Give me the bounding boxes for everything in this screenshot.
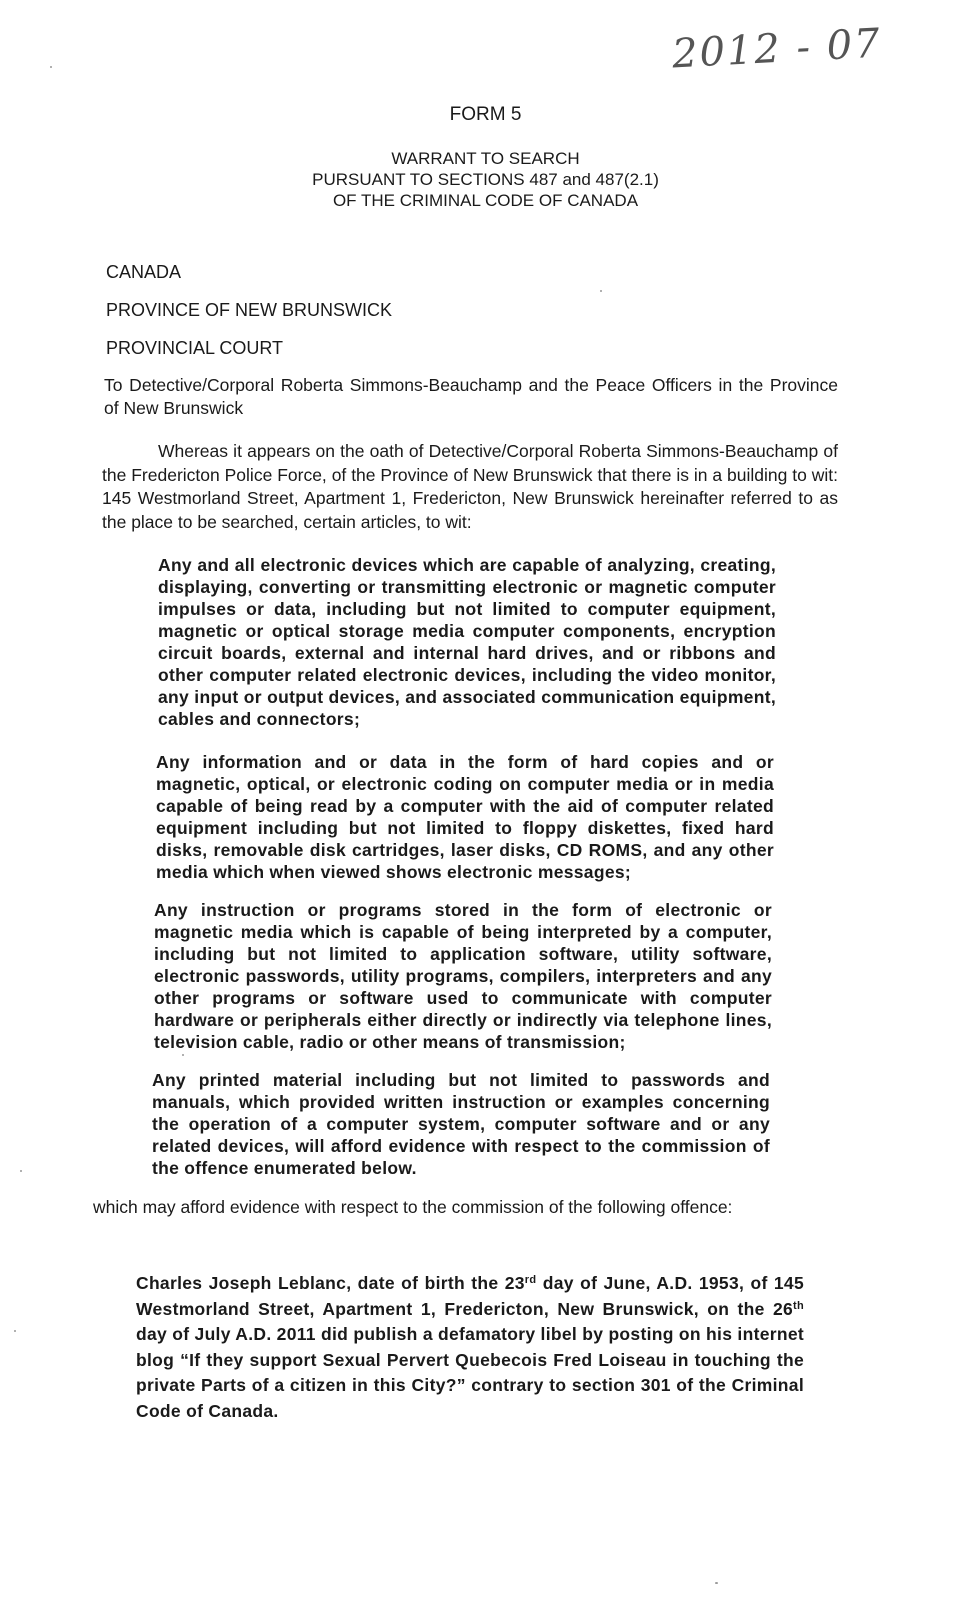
whereas-paragraph: Whereas it appears on the oath of Detective/Corporal Roberta Simmons-Beauchamp of the Fredericton Police Force, of the Province of New Brunswick that there is in a building to wit: 145 Westmorland Street, Apartment 1, Fredericton, New Brunswick hereinafter referred to as the place to be searched, certain articles, to wit: [102, 441, 838, 532]
subtitle-line: PURSUANT TO SECTIONS 487 and 487(2.1) [312, 170, 659, 189]
addressee-paragraph: To Detective/Corporal Roberta Simmons-Beauchamp and the Peace Officers in the Province of New Brunswick [104, 375, 838, 418]
scan-speck [20, 1170, 22, 1172]
ordinal-suffix: rd [524, 1274, 537, 1286]
offence-text: day of June, A.D. 1953, of 145 Westmorland Street, Apartment 1, Fredericton, New Brunswick, on the 26 [136, 1273, 804, 1319]
scan-speck [600, 290, 602, 292]
form-title: FORM 5 [449, 104, 522, 125]
article-paragraph-data: Any information and or data in the form of hard copies and or magnetic, optical, or electronic coding on computer media or in media capable of being read by a computer with the aid of computer related equipment including but not limited to floppy diskettes, fixed hard disks, removable disk cartridges, laser disks, CD ROMS, and any other media which when viewed shows electronic messages; [156, 752, 774, 882]
subtitle-line: WARRANT TO SEARCH [391, 149, 580, 168]
offence-text: Charles Joseph Leblanc, date of birth the 23 [136, 1273, 525, 1293]
scan-speck [14, 1330, 16, 1332]
article-paragraph-devices: Any and all electronic devices which are capable of analyzing, creating, displaying, converting or transmitting electronic or magnetic computer impulses or data, including but not limited to computer equipment, magnetic or optical storage media computer components, encryption circuit boards, external and internal hard drives, and or ribbons and other computer related electronic devices, including the video monitor, any input or output devices, and associated communication equipment, cables and connectors; [158, 555, 776, 729]
ordinal-suffix: th [793, 1299, 804, 1312]
article-paragraph-printed: Any printed material including but not limited to passwords and manuals, which provided written instruction or examples concerning the operation of a computer system, computer software and or any related devices, will afford evidence with respect to the commission of the offence enumerated below. [152, 1070, 770, 1178]
scan-speck [50, 66, 52, 68]
afford-evidence-line: which may afford evidence with respect to the commission of the following offence: [93, 1197, 733, 1217]
offence-text: day of July A.D. 2011 did publish a defamatory libel by posting on his internet blog “If they support Sexual Pervert Quebecois Fred Loiseau in touching the private Parts of a citizen in this City?” contrary to section 301 of the Criminal Code of Canada. [136, 1324, 804, 1421]
subtitle-line: OF THE CRIMINAL CODE OF CANADA [332, 191, 639, 210]
handwritten-file-number: 2012 - 07 [670, 20, 883, 78]
offence-paragraph [136, 1271, 804, 1425]
article-paragraph-programs: Any instruction or programs stored in the form of electronic or magnetic media which is capable of being interpreted by a computer, including but not limited to application software, utility software, electronic passwords, utility programs, compilers, interpreters and any other programs or software used to communicate with computer hardware or peripherals either directly or indirectly via telephone lines, television cable, radio or other means of transmission; [154, 900, 772, 1052]
court-heading: PROVINCIAL COURT [106, 338, 284, 358]
warrant-subtitle [0, 148, 971, 211]
province-heading: PROVINCE OF NEW BRUNSWICK [106, 300, 393, 320]
scan-speck [715, 1582, 718, 1584]
scan-speck [182, 1054, 184, 1056]
country-heading: CANADA [106, 262, 182, 282]
